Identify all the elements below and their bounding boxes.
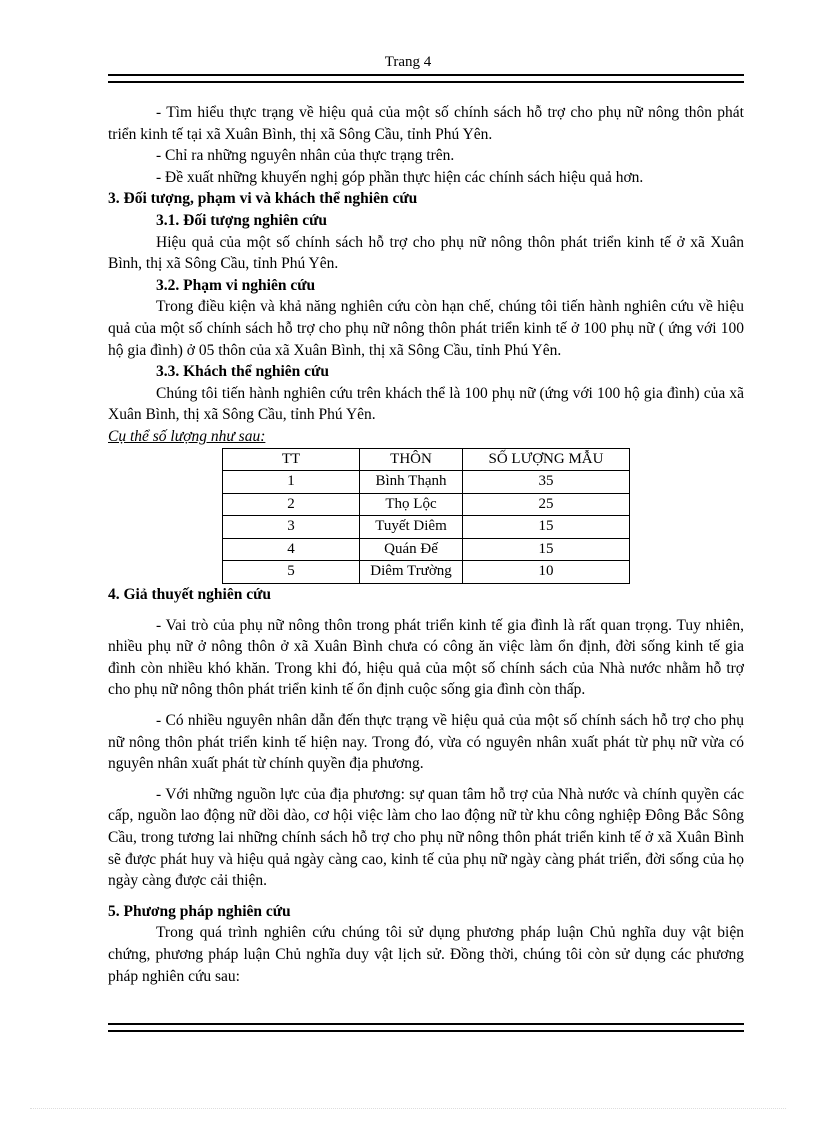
hypothesis-1: - Vai trò của phụ nữ nông thôn trong phát triển kinh tế gia đình là rất quan trọng. Tuy nhiên, nhiều phụ nữ ở nông thôn ở xã Xuân Bình chưa có công ăn việc làm ổn định, đời sống kinh tế gia đình còn nhiều khó khăn. Trong khi đó, hiệu quả của một số chính sách của Nhà nước nhằm hỗ trợ cho phụ nữ nông thôn phát triển kinh tế ổn định cuộc sống gia đình còn thấp. <box>108 616 744 699</box>
table-caption-text: Cụ thể số lượng như sau: <box>108 427 266 445</box>
footer-rule <box>108 1023 744 1032</box>
cell-so-luong: 25 <box>463 493 630 516</box>
table-caption <box>108 426 744 448</box>
table-header-row <box>223 448 630 471</box>
table-row <box>223 538 630 561</box>
header-rule <box>108 74 744 83</box>
objective-2: - Chỉ ra những nguyên nhân của thực trạng trên. <box>156 147 455 165</box>
section-4-heading: 4. Giả thuyết nghiên cứu <box>108 586 272 604</box>
section-3-2-text: Trong điều kiện và khả năng nghiên cứu còn hạn chế, chúng tôi tiến hành nghiên cứu về hiệu quả của một số chính sách hỗ trợ cho phụ nữ nông thôn phát triển kinh tế ở 100 phụ nữ ( ứng với 100 hộ gia đình) ở 05 thôn của xã Xuân Bình, thị xã Sông Cầu, tỉnh Phú Yên. <box>108 298 744 359</box>
section-3-heading: 3. Đối tượng, phạm vi và khách thể nghiên cứu <box>108 190 418 208</box>
cell-so-luong: 15 <box>463 538 630 561</box>
cell-tt: 1 <box>223 471 360 494</box>
objective-1: - Tìm hiểu thực trạng về hiệu quả của một số chính sách hỗ trợ cho phụ nữ nông thôn phát triển kinh tế tại xã Xuân Bình, thị xã Sông Cầu, tỉnh Phú Yên. <box>108 104 744 143</box>
objective-3: - Đề xuất những khuyến nghị góp phần thực hiện các chính sách hiệu quả hơn. <box>156 168 644 186</box>
table-row <box>223 493 630 516</box>
cell-so-luong: 10 <box>463 561 630 584</box>
hypothesis-2: - Có nhiều nguyên nhân dẫn đến thực trạng về hiệu quả của một số chính sách hỗ trợ cho phụ nữ nông thôn phát triển kinh tế hiện nay. Trong đó, vừa có nguyên nhân xuất phát từ phụ nữ vừa có nguyên nhân xuất phát từ chính quyền địa phương. <box>108 712 744 773</box>
section-5-heading: 5. Phương pháp nghiên cứu <box>108 902 291 920</box>
table-row <box>223 561 630 584</box>
cell-tt: 3 <box>223 516 360 539</box>
cell-thon: Diêm Trường <box>360 561 463 584</box>
cell-tt: 5 <box>223 561 360 584</box>
cell-so-luong: 15 <box>463 516 630 539</box>
page-edge-divider <box>30 1108 786 1109</box>
cell-thon: Thọ Lộc <box>360 493 463 516</box>
table-row <box>223 471 630 494</box>
cell-thon: Tuyết Diêm <box>360 516 463 539</box>
page-header: Trang 4 <box>384 54 432 70</box>
col-header-so-luong: SỐ LƯỢNG MẪU <box>463 448 630 471</box>
cell-tt: 2 <box>223 493 360 516</box>
cell-so-luong: 35 <box>463 471 630 494</box>
document-body <box>108 102 744 987</box>
sample-table <box>222 448 630 585</box>
col-header-thon: THÔN <box>360 448 463 471</box>
section-5-text: Trong quá trình nghiên cứu chúng tôi sử dụng phương pháp luận Chủ nghĩa duy vật biện chứng, phương pháp luận Chủ nghĩa duy vật lịch sử. Đồng thời, chúng tôi còn sử dụng các phương pháp nghiên cứu sau: <box>108 924 744 985</box>
section-3-3-text: Chúng tôi tiến hành nghiên cứu trên khách thể là 100 phụ nữ (ứng với 100 hộ gia đình) của xã Xuân Bình, thị xã Sông Cầu, tỉnh Phú Yên. <box>108 384 744 424</box>
table-row <box>223 516 630 539</box>
cell-thon: Quán Đế <box>360 538 463 561</box>
section-3-3-heading: 3.3. Khách thể nghiên cứu <box>156 363 329 381</box>
col-header-tt: TT <box>223 448 360 471</box>
cell-tt: 4 <box>223 538 360 561</box>
cell-thon: Bình Thạnh <box>360 471 463 494</box>
section-3-1-text: Hiệu quả của một số chính sách hỗ trợ cho phụ nữ nông thôn phát triển kinh tế ở xã Xuân Bình, thị xã Sông Cầu, tỉnh Phú Yên. <box>108 233 744 273</box>
hypothesis-3: - Với những nguồn lực của địa phương: sự quan tâm hỗ trợ của Nhà nước và chính quyền các cấp, nguồn lao động nữ dồi dào, cơ hội việc làm cho lao động nữ từ khu công nghiệp Đông Bắc Sông Cầu, trong tương lai những chính sách hỗ trợ cho phụ nữ nông thôn phát triển kinh tế ở xã Xuân Bình sẽ được phát huy và hiệu quả ngày càng cao, kinh tế của phụ nữ ngày càng phát triển, đời sống của họ ngày càng được cải thiện. <box>108 785 744 890</box>
section-3-1-heading: 3.1. Đối tượng nghiên cứu <box>156 211 328 229</box>
section-3-2-heading: 3.2. Phạm vi nghiên cứu <box>156 276 316 294</box>
